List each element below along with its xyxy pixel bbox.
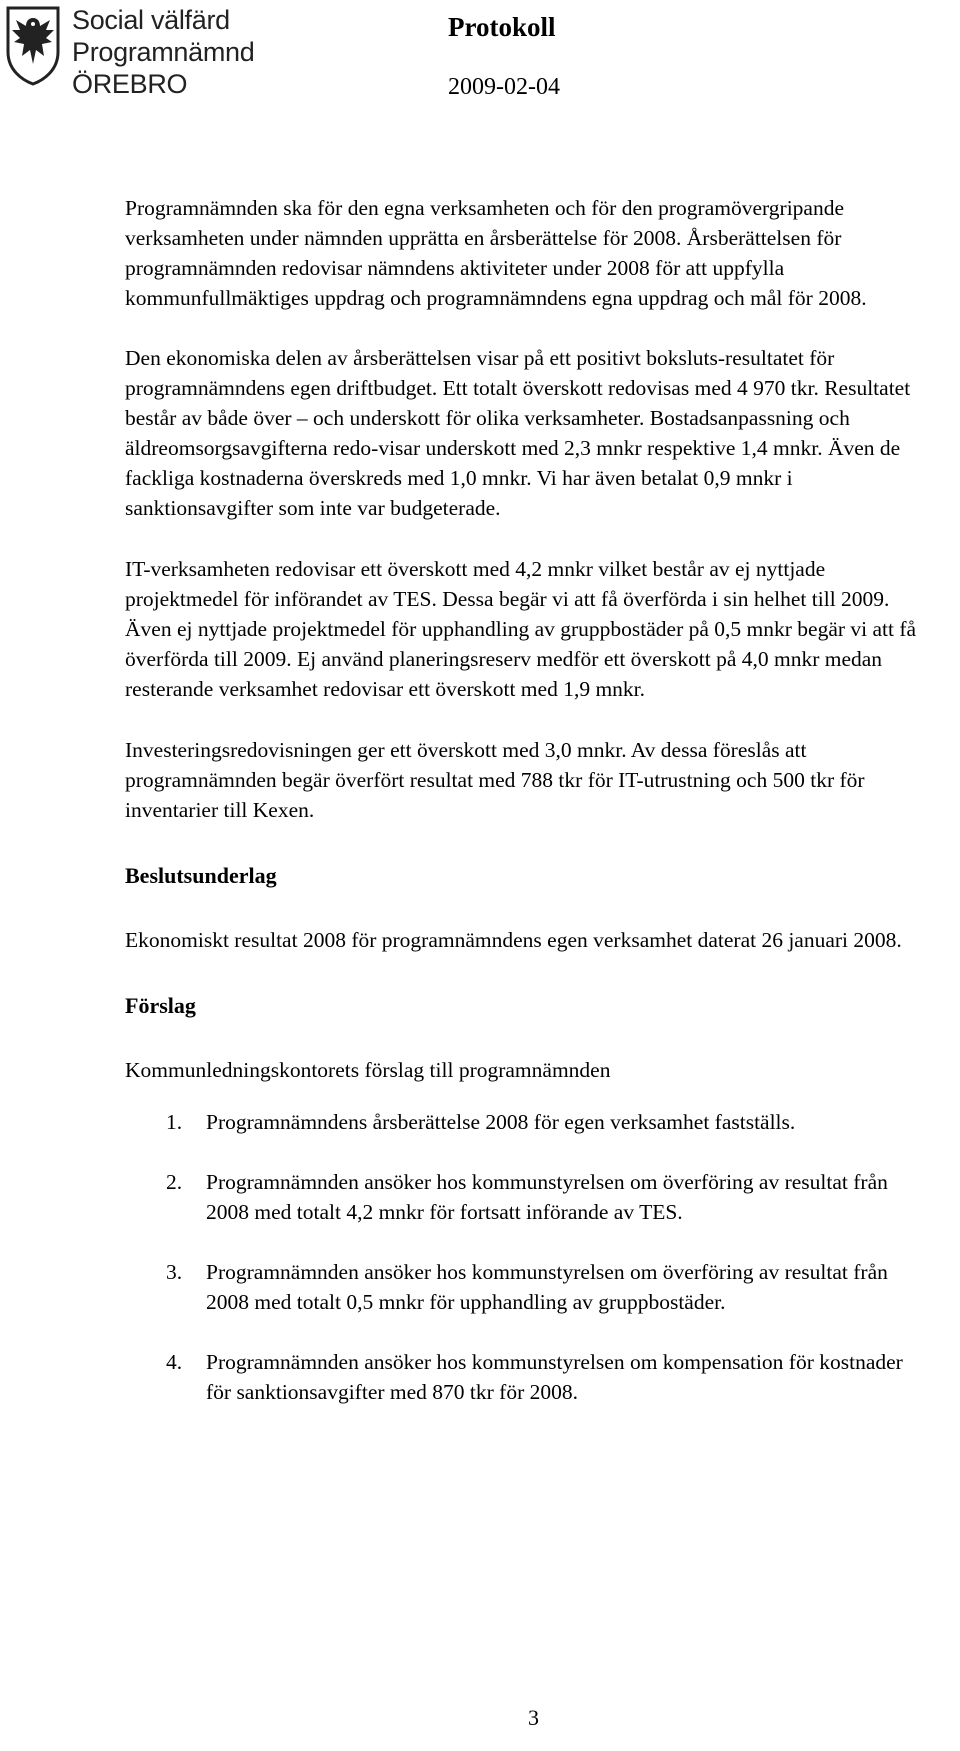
paragraph-2: Den ekonomiska delen av årsberättelsen visar på ett positivt boksluts-resultatet för programnämndens egen driftbudget. Ett totalt överskott redovisas med 4 970 tkr. Resultatet består av både över – och underskott för olika verksamheter. Bostadsanpassning och äldreomsorgsavgifterna redo-visar underskott med 2,3 mnkr respektive 1,4 mnkr. Även de fackliga kostnaderna överskreds med 1,0 mnkr. Vi har även betalat 0,9 mnkr i sanktionsavgifter som inte var budgeterade.	[125, 346, 911, 520]
paragraph-4: Investeringsredovisningen ger ett överskott med 3,0 mnkr. Av dessa föreslås att programnämnden begär överfört resultat med 788 tkr för IT-utrustning och 500 tkr för inventarier till Kexen.	[125, 738, 865, 822]
heading-forslag: Förslag	[125, 993, 196, 1018]
document-date: 2009-02-04	[448, 74, 560, 100]
proposal-text: Programnämnden ansöker hos kommunstyrelsen om överföring av resultat från 2008 med totalt 4,2 mnkr för fortsatt införande av TES.	[206, 1170, 888, 1224]
forslag-intro: Kommunledningskontorets förslag till programnämnden	[125, 1058, 611, 1082]
orebro-coat-of-arms-icon	[4, 4, 62, 86]
proposal-item	[125, 1347, 925, 1407]
org-line-3: ÖREBRO	[72, 69, 188, 99]
paragraph-3: IT-verksamheten redovisar ett överskott med 4,2 mnkr vilket består av ej nyttjade projektmedel för införandet av TES. Dessa begär vi att få överförda i sin helhet till 2009. Även ej nyttjade projektmedel för upphandling av gruppbostäder på 0,5 mnkr begär vi att få överförda till 2009. Ej använd planeringsreserv medför ett överskott på 4,0 mnkr medan resterande verksamhet redovisar ett överskott med 1,9 mnkr.	[125, 557, 917, 701]
document-type: Protokoll	[448, 12, 556, 42]
beslutsunderlag-text: Ekonomiskt resultat 2008 för programnämndens egen verksamhet daterat 26 januari 2008.	[125, 928, 902, 952]
org-line-2: Programnämnd	[72, 37, 255, 67]
proposal-item	[125, 1257, 925, 1317]
page-number: 3	[528, 1705, 539, 1730]
proposal-item	[125, 1107, 925, 1137]
proposal-number: 3.	[166, 1260, 183, 1284]
proposal-text: Programnämnden ansöker hos kommunstyrelsen om kompensation för kostnader för sanktionsavgifter med 870 tkr för 2008.	[206, 1350, 903, 1404]
proposal-text: Programnämndens årsberättelse 2008 för egen verksamhet fastställs.	[206, 1110, 796, 1134]
document-body	[125, 193, 925, 1437]
proposal-number: 1.	[166, 1110, 183, 1134]
proposal-item	[125, 1167, 925, 1227]
paragraph-1: Programnämnden ska för den egna verksamheten och för den programövergripande verksamheten under nämnden upprätta en årsberättelse för 2008. Årsberättelsen för programnämnden redovisar nämndens aktiviteter under 2008 för att uppfylla kommunfullmäktiges uppdrag och programnämndens egna uppdrag och mål för 2008.	[125, 196, 867, 310]
organization-name	[72, 4, 255, 100]
proposal-text: Programnämnden ansöker hos kommunstyrelsen om överföring av resultat från 2008 med totalt 0,5 mnkr för upphandling av gruppbostäder.	[206, 1260, 888, 1314]
proposal-number: 2.	[166, 1170, 183, 1194]
org-line-1: Social välfärd	[72, 5, 230, 35]
heading-beslutsunderlag: Beslutsunderlag	[125, 863, 277, 888]
proposal-list	[125, 1107, 925, 1407]
proposal-number: 4.	[166, 1350, 183, 1374]
page-header	[0, 0, 960, 110]
